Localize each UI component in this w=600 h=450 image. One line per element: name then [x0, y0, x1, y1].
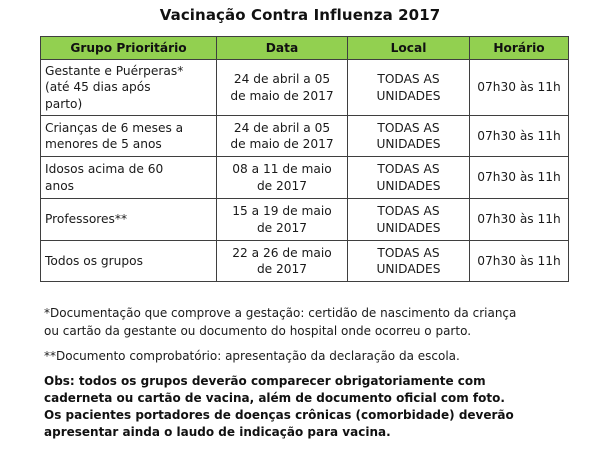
date-line: de 2017 [256, 262, 308, 276]
location-line: TODAS AS [377, 120, 440, 135]
date-line: 24 de abril a 05 [233, 120, 331, 135]
date-cell [217, 116, 348, 157]
date-cell [217, 199, 348, 241]
location-line: UNIDADES [376, 262, 441, 276]
date-line: de maio de 2017 [230, 88, 334, 103]
observation-line: caderneta ou cartão de vacina, além de documento oficial com foto. [44, 391, 505, 405]
footnote-line: *Documentação que comprove a gestação: certidão de nascimento da criança [44, 306, 517, 320]
group-line: menores de 5 anos [45, 137, 162, 151]
location-cell [348, 157, 470, 199]
footnote-line: ou cartão da gestante ou documento do hospital onde ocorreu o parto. [44, 324, 472, 338]
group-line: (até 45 dias após [45, 80, 151, 95]
date-line: 08 a 11 de maio [232, 162, 332, 176]
table-row [41, 60, 569, 116]
date-cell [217, 157, 348, 199]
footnote-pregnancy-documentation [44, 304, 584, 340]
time-cell: 07h30 às 11h [470, 241, 569, 282]
location-line: TODAS AS [377, 72, 440, 86]
date-line: de 2017 [256, 178, 308, 193]
location-cell [348, 116, 470, 157]
group-line: parto) [45, 96, 83, 111]
group-line: Idosos acima de 60 [45, 162, 164, 176]
location-line: TODAS AS [377, 162, 440, 176]
location-cell [348, 60, 470, 116]
observation-line: Os pacientes portadores de doenças crônicas (comorbidade) deverão [44, 408, 514, 422]
location-cell [348, 241, 470, 282]
table-row [41, 241, 569, 282]
footnote-teacher-documentation: **Documento comprobatório: apresentação da declaração da escola. [44, 349, 460, 363]
location-line: UNIDADES [376, 178, 441, 193]
location-line: UNIDADES [376, 220, 441, 235]
group-cell [41, 241, 217, 282]
table-header-row [41, 37, 569, 60]
date-cell [217, 60, 348, 116]
observation-note [44, 373, 584, 441]
vaccination-schedule-table [40, 36, 569, 282]
date-line: 15 a 19 de maio [232, 204, 332, 218]
location-line: UNIDADES [376, 137, 441, 151]
date-cell [217, 241, 348, 282]
time-cell: 07h30 às 11h [470, 199, 569, 241]
table-row [41, 116, 569, 157]
group-line: anos [45, 178, 74, 193]
time-cell: 07h30 às 11h [470, 157, 569, 199]
page-title: Vacinação Contra Influenza 2017 [159, 6, 441, 24]
location-cell [348, 199, 470, 241]
date-line: de 2017 [256, 220, 308, 235]
location-line: TODAS AS [377, 245, 440, 260]
observation-line: Obs: todos os grupos deverão comparecer obrigatoriamente com [44, 374, 486, 388]
group-line: Todos os grupos [45, 253, 143, 268]
time-cell: 07h30 às 11h [470, 116, 569, 157]
location-line: UNIDADES [376, 88, 441, 103]
location-line: TODAS AS [377, 204, 440, 218]
table-row [41, 199, 569, 241]
observation-line: apresentar ainda o laudo de indicação para vacina. [44, 425, 391, 439]
group-cell [41, 60, 217, 116]
time-cell: 07h30 às 11h [470, 60, 569, 116]
header-priority-group: Grupo Prioritário [41, 37, 217, 60]
group-cell [41, 116, 217, 157]
header-date: Data [217, 37, 348, 60]
date-line: 22 a 26 de maio [232, 245, 332, 260]
group-line: Professores** [45, 212, 128, 227]
date-line: de maio de 2017 [230, 137, 334, 151]
date-line: 24 de abril a 05 [233, 72, 331, 86]
header-location: Local [348, 37, 470, 60]
group-line: Gestante e Puérperas* [45, 63, 184, 78]
header-time: Horário [470, 37, 569, 60]
group-line: Crianças de 6 meses a [45, 120, 184, 135]
group-cell [41, 199, 217, 241]
table-row [41, 157, 569, 199]
group-cell [41, 157, 217, 199]
